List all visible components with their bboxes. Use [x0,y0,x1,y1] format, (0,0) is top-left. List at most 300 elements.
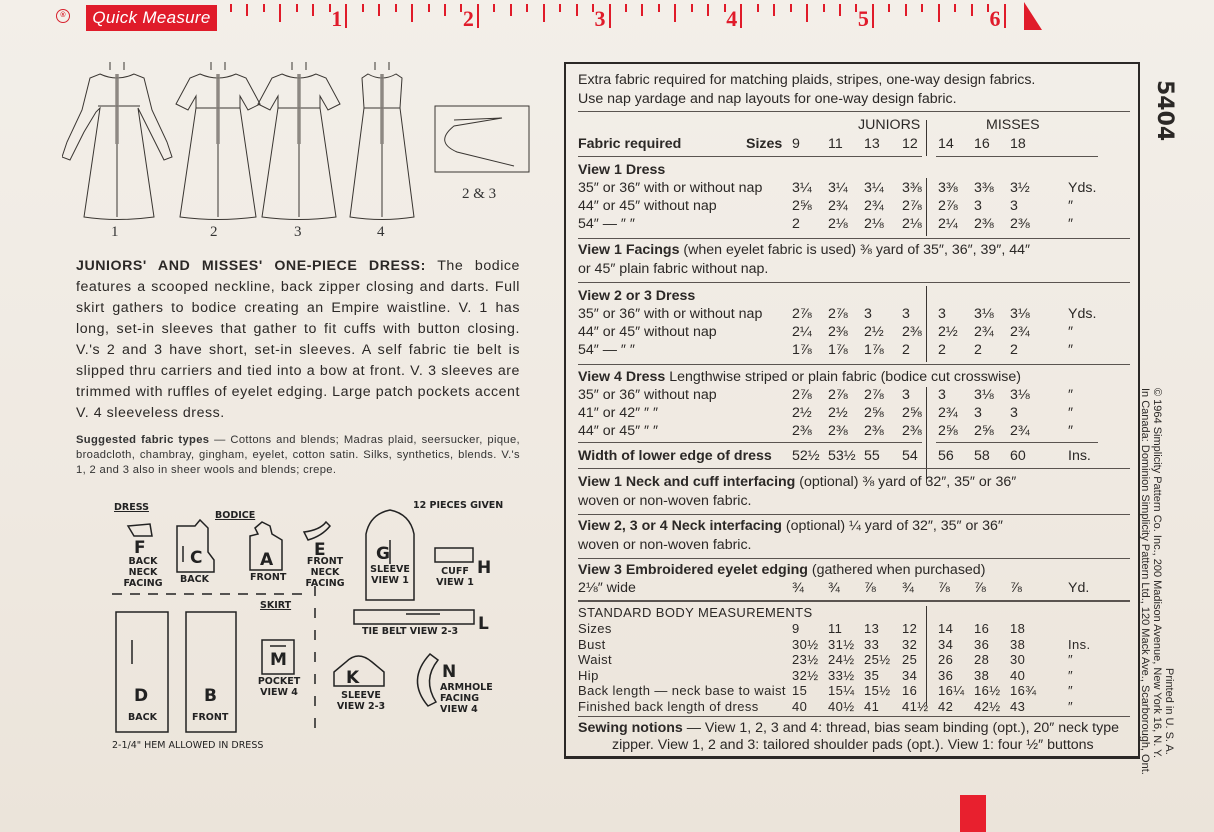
cell-value: 2¾ [1010,423,1030,439]
ruler-tick [526,4,528,12]
unit-label: Yd. [1068,580,1090,596]
ruler-end-arrow-icon [1024,2,1042,30]
row-label: Width of lower edge of dress [578,448,772,464]
neck-interfacing-title: View 2, 3 or 4 Neck interfacing [578,518,782,534]
ruler-tick [790,4,792,12]
juniors-misses-divider [926,178,927,236]
cell-value: 2½ [938,324,958,340]
cell-value: ¾ [902,580,914,596]
cell-value: 3⅜ [902,180,922,196]
measurement-value: 40½ [828,698,855,714]
divider [578,514,1130,515]
ruler-tick [312,4,314,16]
measurement-value: 34 [902,667,918,683]
ruler-tick [444,4,446,16]
piece-letter-m: M [270,650,287,670]
row-label: 54″ — ″ ″ [578,216,635,232]
view4-subtitle: Lengthwise striped or plain fabric (bodice cut crosswise) [669,369,1021,385]
size-column-header: 12 [902,136,918,152]
cell-value: 2⅜ [828,423,848,439]
measurement-value: 23½ [792,652,819,667]
ruler-tick [1004,4,1006,28]
row-label: 35″ or 36″ without nap [578,387,717,403]
notions-text-2: zipper. View 1, 2 and 3: tailored shoulder pads (opt.). View 1: four ½″ buttons [612,737,1094,753]
quick-measure-label: Quick Measure [86,5,217,31]
cell-value: 3⅛ [974,306,994,322]
cell-value: 2⅝ [902,405,922,421]
measurement-value: 16 [974,621,990,636]
ruler-number: 1 [331,6,343,31]
ruler-tick [543,4,545,22]
body-measurements-title: STANDARD BODY MEASUREMENTS [578,605,813,620]
measurement-label: Finished back length of dress [578,698,759,714]
ruler-tick [279,4,281,22]
cell-value: 2 [938,342,946,358]
divider [578,364,1130,365]
notions-title: Sewing notions [578,720,683,736]
ruler-tick [806,4,808,22]
measurement-value: 25 [902,652,918,667]
measurement-value: 40 [1010,667,1026,683]
measurement-label: Back length — neck base to waist [578,683,786,698]
neck-interfacing [578,518,1003,534]
cell-value: 2⅜ [974,216,994,232]
cell-value: 2¾ [1010,324,1030,340]
unit-label: ″ [1068,387,1074,403]
size-column-header: 11 [828,136,843,152]
section-title: View 2 or 3 Dress [578,288,696,304]
cell-value: 2½ [792,405,812,421]
cell-value: 2 [974,342,982,358]
measurement-value: 41 [864,698,880,714]
unit-label: ″ [1068,423,1074,439]
ruler-number: 4 [726,6,738,31]
suggested-fabric-types [76,433,520,478]
measurement-value: 15¼ [828,683,855,698]
size-column-header: 16 [974,136,990,152]
row-label: 2⅛″ wide [578,580,636,596]
divider [578,282,1130,283]
cell-value: 2¾ [864,198,884,214]
cell-value: 52½ [792,448,820,464]
cell-value: 3⅜ [974,180,994,196]
piece-label-d: BACK [128,712,157,723]
ruler-tick [345,4,347,28]
eyelet-line [578,562,985,578]
facings-line [578,242,1030,258]
measurement-value: 18 [1010,621,1026,636]
eyelet-text: (gathered when purchased) [807,562,986,578]
ruler-tick [576,4,578,16]
ruler-tick [428,4,430,12]
description-body: The bodice features a scooped neckline, back zipper closing and darts. Full skirt gathers to bodice creating an Empire waistline. V. 1 has long, set-in sleeves that gather to fit cuffs with button closing. V.'s 2 and 3 have short, set-in sleeves. A self fabric tie belt is slipped thru carriers and tied into a bow at front. V. 3 sleeves are trimmed with ruffles of eyelet edging. Large patch pockets accent V. 4 sleeveless dress. [76,258,520,421]
measurement-value: 25½ [864,652,891,667]
measurement-value: 14 [938,621,954,636]
unit-label: ″ [1068,198,1074,214]
row-label: 35″ or 36″ with or without nap [578,306,763,322]
cell-value: 2¼ [792,324,812,340]
measurement-value: 28 [974,652,990,667]
piece-label-b: FRONT [192,712,229,723]
cell-value: 3 [902,387,910,403]
measurement-value: 15 [792,683,808,698]
divider [578,716,1130,717]
measurement-value: 38 [1010,636,1026,652]
measurement-value: 16¼ [938,683,965,698]
ruler-tick [246,4,248,16]
ruler-tick [707,4,709,16]
ruler-tick [757,4,759,12]
piece-letter-e: E [314,540,326,560]
ruler-tick [823,4,825,12]
divider [578,468,1130,469]
cell-value: 1⅞ [864,342,884,358]
pieces-count: 12 PIECES GIVEN [413,500,504,511]
row-label: 44″ or 45″ without nap [578,324,717,340]
skirt-heading: SKIRT [260,600,292,611]
ruler-tick [740,4,742,28]
ruler-tick [905,4,907,16]
quick-measure-ruler [0,0,1214,44]
size-column-header: 9 [792,136,800,152]
cell-value: 3 [938,387,946,403]
notions-text: — View 1, 2, 3 and 4: thread, bias seam binding (opt.), 20″ neck type [682,720,1119,736]
juniors-heading: JUNIORS [858,117,921,133]
measurement-value: 16½ [974,683,1001,698]
ruler-number: 2 [462,6,474,31]
cell-value: 2⅞ [792,387,812,403]
measurement-value: 26 [938,652,954,667]
ruler-tick [674,4,676,22]
measurement-value: 32 [902,636,918,652]
piece-label-g: SLEEVE VIEW 1 [370,564,410,586]
measurement-value: 15½ [864,683,891,698]
cell-value: 3 [1010,405,1018,421]
pattern-pieces-drawing [100,490,540,760]
neck-cuff-interfacing [578,474,1016,490]
row-label: 44″ or 45″ ″ ″ [578,423,659,439]
ruler-tick [888,4,890,12]
ruler-number: 6 [989,6,1001,31]
piece-letter-g: G [376,544,390,564]
cell-value: 3 [1010,198,1018,214]
cell-value: ⅞ [864,580,876,596]
cell-value: 2⅝ [938,423,958,439]
cell-value: 60 [1010,448,1026,464]
cell-value: 55 [864,448,880,464]
row-label: 54″ — ″ ″ [578,342,635,358]
cell-value: 3¼ [792,180,812,196]
cell-value: 1⅞ [828,342,848,358]
ruler-tick [411,4,413,22]
piece-letter-l: L [478,614,489,634]
ruler-tick [296,4,298,12]
cell-value: 2⅛ [828,216,848,232]
ruler-tick [510,4,512,16]
ruler-number: 5 [857,6,869,31]
cell-value: 2⅞ [938,198,958,214]
ruler-tick [477,4,479,28]
cell-value: ⅞ [974,580,986,596]
ruler-tick [493,4,495,12]
cell-value: 53½ [828,448,856,464]
unit-label: Ins. [1068,448,1091,464]
cell-value: 54 [902,448,918,464]
measurement-value: 36 [974,636,990,652]
dress-illustrations [62,62,542,240]
measurement-value: 38 [974,667,990,683]
ruler-tick [954,4,956,12]
ruler-number: 3 [594,6,606,31]
neck-interfacing-text: (optional) ¼ yard of 32″, 35″ or 36″ [781,518,1003,534]
ruler-tick [938,4,940,22]
cell-value: 2¾ [974,324,994,340]
cell-value: 2⅞ [864,387,884,403]
cell-value: 2⅞ [828,387,848,403]
bodice-heading: BODICE [215,510,256,521]
cell-value: 2⅝ [974,423,994,439]
cell-value: 56 [938,448,954,464]
measurement-value: 9 [792,621,800,636]
piece-label-h: CUFF VIEW 1 [436,566,474,588]
cell-value: 3 [974,198,982,214]
ruler-tick [263,4,265,12]
measurement-value: 33 [864,636,880,652]
ruler-tick [625,4,627,12]
cell-value: ¾ [792,580,804,596]
sewing-notions [578,720,1119,736]
view4-title: View 4 Dress [578,369,670,385]
misses-heading: MISSES [986,117,1040,133]
divider [578,558,1130,559]
measurement-value: 30½ [792,636,819,652]
cell-value: 2¼ [938,216,958,232]
divider [578,238,1130,239]
unit-label: ″ [1068,216,1074,232]
cell-value: 3¼ [864,180,884,196]
neck-cuff-interfacing-title: View 1 Neck and cuff interfacing [578,474,796,490]
section-title: View 1 Dress [578,162,666,178]
canada-line: In Canada: Dominion Simplicity Pattern Ltd., 120 Mack Ave., Scarborough, Ont. [1139,388,1151,775]
eyelet-title: View 3 Embroidered eyelet edging [578,562,808,578]
measurement-value: 42 [938,698,954,714]
piece-label-a: FRONT [250,572,287,583]
cell-value: 2 [792,216,800,232]
ruler-tick [773,4,775,16]
pattern-number: 5404 [1152,80,1177,142]
fabric-types-body: — Cottons and blends; Madras plaid, seersucker, pique, broadcloth, chambray, gingham, eyelet, cotton satin. Silks, synthetics, blends. V.'s 1, 2 and 3 also in sheer wools and blends; crepe. [76,434,520,476]
piece-letter-c: C [190,548,203,568]
measurement-value: 36 [938,667,954,683]
piece-letter-k: K [346,668,360,688]
unit-label: Yds. [1068,306,1097,322]
view-number: 1 [111,224,119,240]
cell-value: 2⅞ [828,306,848,322]
dress-views-drawing [62,62,542,232]
cell-value: 3½ [1010,180,1030,196]
ruler-tick [921,4,923,12]
unit-label: ″ [1068,667,1074,683]
cell-value: 2½ [864,324,884,340]
piece-letter-h: H [477,558,492,578]
neck-cuff-interfacing-text: (optional) ⅜ yard of 32″, 35″ or 36″ [795,474,1017,490]
piece-label-m: POCKET VIEW 4 [257,676,301,698]
cell-value: 3 [938,306,946,322]
measurement-value: 30 [1010,652,1026,667]
measurement-value: 31½ [828,636,855,652]
row-label: 44″ or 45″ without nap [578,198,717,214]
ruler-tick [971,4,973,16]
piece-label-e: FRONT NECK FACING [305,556,345,589]
cell-value: 2⅛ [864,216,884,232]
size-column-header: 13 [864,136,880,152]
measurement-value: 16¾ [1010,683,1037,698]
size-column-header: 14 [938,136,954,152]
cell-value: 2½ [828,405,848,421]
measurement-value: 42½ [974,698,1001,714]
measurement-value: 12 [902,621,918,636]
juniors-misses-divider [926,120,927,156]
juniors-misses-divider [926,286,927,362]
neck-interfacing-text-2: woven or non-woven fabric. [578,537,752,553]
registered-mark-icon: ® [56,9,70,23]
measurement-value: 41½ [902,698,929,714]
piece-label-c: BACK [180,574,209,585]
divider [936,442,1098,443]
cell-value: 2¾ [938,405,958,421]
cell-value: 2¾ [828,198,848,214]
divider [578,442,922,443]
measurement-value: 11 [828,621,843,636]
intro-line-2: Use nap yardage and nap layouts for one-way design fabric. [578,91,957,107]
measurement-label: Hip [578,667,599,683]
copyright-line: © 1964 Simplicity Pattern Co. Inc., 200 Madison Avenue, New York 16, N. Y. [1151,388,1163,759]
unit-label: ″ [1068,683,1074,698]
cell-value: 3⅛ [1010,306,1030,322]
description-title: JUNIORS' AND MISSES' ONE-PIECE DRESS: [76,258,426,274]
red-print-mark [960,795,986,832]
cell-value: 1⅞ [792,342,812,358]
measurement-label: Bust [578,636,606,652]
measurement-value: 35 [864,667,880,683]
cell-value: 3 [974,405,982,421]
cell-value: 2⅞ [792,306,812,322]
facings-text: (when eyelet fabric is used) ⅜ yard of 35″, 36″, 39″, 44″ [679,242,1030,258]
neck-cuff-interfacing-text-2: woven or non-woven fabric. [578,493,752,509]
cell-value: 2 [902,342,910,358]
piece-label-k: SLEEVE VIEW 2-3 [336,690,386,712]
fabric-required-label: Fabric required [578,136,682,152]
facings-text-2: or 45″ plain fabric without nap. [578,261,769,277]
divider [578,156,922,157]
cell-value: 2⅜ [902,324,922,340]
printed-in-line: Printed in U. S. A. [1163,668,1175,755]
cell-value: 3 [864,306,872,322]
view-number: 3 [294,224,302,240]
measurement-value: 34 [938,636,954,652]
view-number: 4 [377,224,385,240]
ruler-tick [395,4,397,12]
ruler-tick [362,4,364,12]
belt-views-label: 2 & 3 [462,186,497,202]
sizes-label: Sizes [746,136,783,152]
piece-label-n: ARMHOLE FACING VIEW 4 [440,682,493,715]
measurement-value: 32½ [792,667,819,683]
piece-letter-d: D [134,686,149,706]
ruler-tick [872,4,874,28]
cell-value: 2 [1010,342,1018,358]
measurement-value: 13 [864,621,880,636]
unit-label: ″ [1068,652,1074,667]
hem-note: 2-1/4" HEM ALLOWED IN DRESS [112,740,264,751]
divider [578,600,1130,602]
divider [936,156,1098,157]
cell-value: 58 [974,448,990,464]
cell-value: 2⅝ [792,198,812,214]
fabric-types-title: Suggested fabric types [76,434,210,446]
cell-value: ⅞ [1010,580,1022,596]
pattern-description [76,256,520,424]
ruler-tick [641,4,643,16]
cell-value: 2⅝ [864,405,884,421]
section-title [578,369,1021,385]
unit-label: Yds. [1068,180,1097,196]
cell-value: ⅞ [938,580,950,596]
piece-label-l: TIE BELT VIEW 2-3 [362,626,459,637]
view-number: 2 [210,224,218,240]
cell-value: 2⅜ [864,423,884,439]
measurement-value: 40 [792,698,808,714]
cell-value: 3 [902,306,910,322]
ruler-tick [691,4,693,12]
cell-value: 2⅜ [792,423,812,439]
dress-heading: DRESS [114,502,149,513]
divider [578,111,1130,112]
unit-label: ″ [1068,324,1074,340]
row-label: 41″ or 42″ ″ ″ [578,405,659,421]
measurement-label: Sizes [578,621,612,636]
piece-label-f: BACK NECK FACING [123,556,163,589]
piece-letter-b: B [204,686,217,706]
ruler-tick [658,4,660,12]
piece-letter-n: N [442,662,457,682]
intro-line-1: Extra fabric required for matching plaids, stripes, one-way design fabrics. [578,72,1036,88]
unit-label: ″ [1068,342,1074,358]
cell-value: 3⅛ [1010,387,1030,403]
cell-value: 2⅜ [902,423,922,439]
measurement-value: 43 [1010,698,1026,714]
facings-title: View 1 Facings [578,242,680,258]
ruler-tick [839,4,841,16]
unit-label: ″ [1068,405,1074,421]
size-column-header: 18 [1010,136,1026,152]
row-label: 35″ or 36″ with or without nap [578,180,763,196]
cell-value: 3⅛ [974,387,994,403]
ruler-tick [559,4,561,12]
piece-letter-f: F [134,538,146,558]
ruler-tick [609,4,611,28]
cell-value: ¾ [828,580,840,596]
piece-letter-a: A [260,550,274,570]
pattern-pieces-diagram [100,490,540,760]
cell-value: 2⅞ [902,198,922,214]
measurement-value: 16 [902,683,918,698]
cell-value: 2⅜ [1010,216,1030,232]
cell-value: 2⅛ [902,216,922,232]
measurement-label: Waist [578,652,613,667]
cell-value: 3¼ [828,180,848,196]
measurement-value: 33½ [828,667,855,683]
